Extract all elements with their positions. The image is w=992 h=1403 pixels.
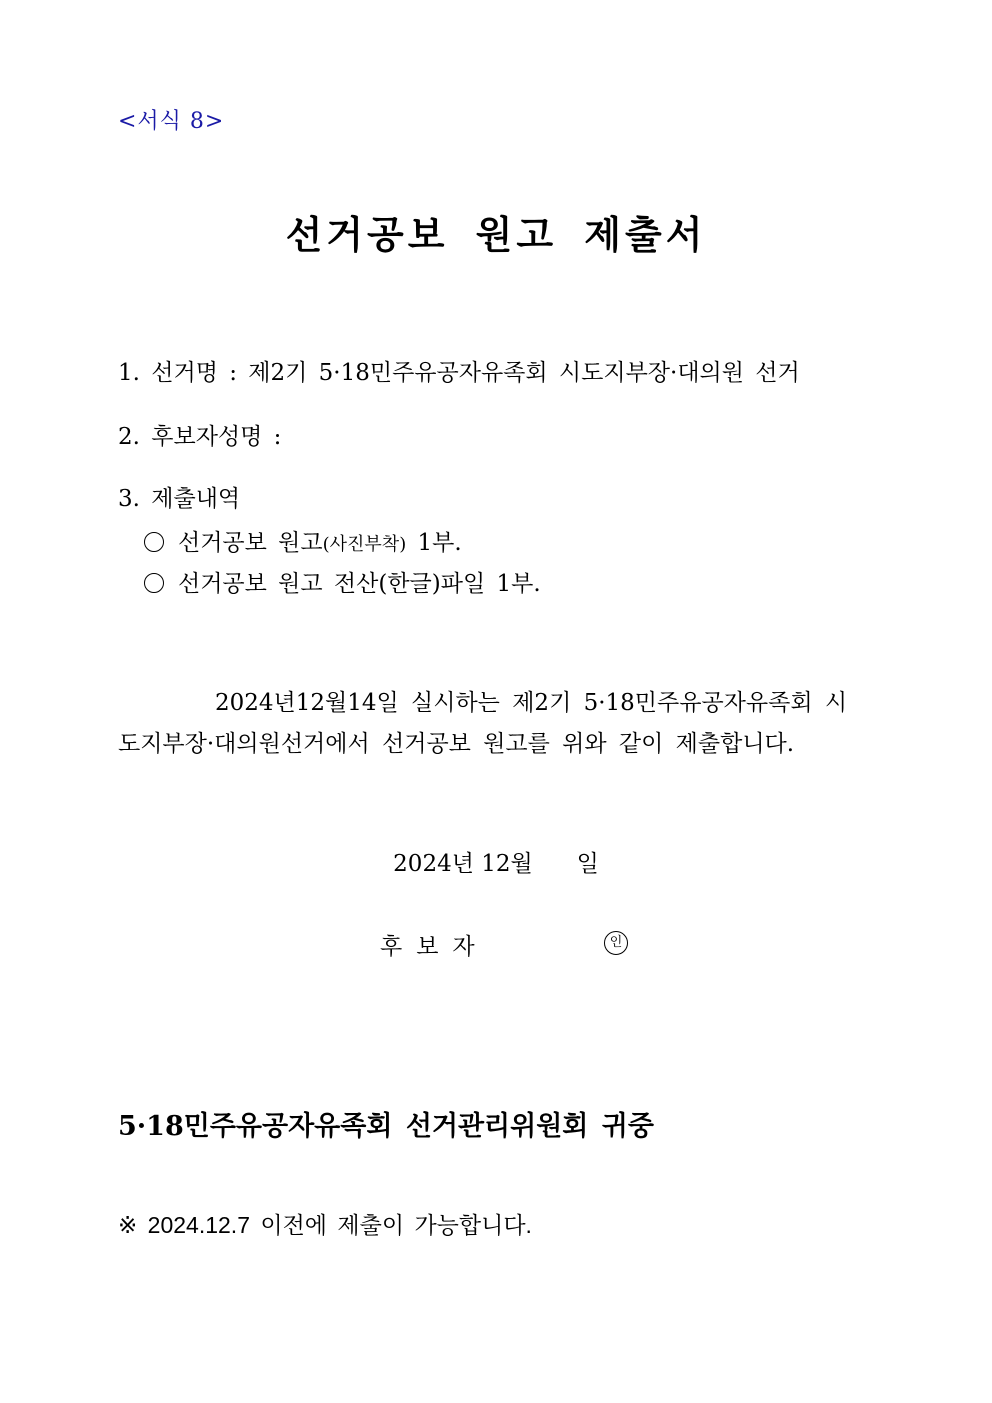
- submission-item-note: (사진부착): [322, 534, 407, 555]
- submission-item-rest: 1부.: [406, 530, 462, 556]
- seal-mark: 인: [604, 931, 628, 955]
- recipient-line: 5·18민주유공자유족회 선거관리위원회 귀중: [118, 1111, 654, 1142]
- submission-item-main: 선거공보 원고: [178, 530, 323, 556]
- submission-item-main: 선거공보 원고 전산(한글)파일 1부.: [178, 571, 541, 597]
- candidate-signature-label: 후보자: [380, 934, 489, 960]
- submission-item: [144, 524, 462, 557]
- document-title: 선거공보 원고 제출서: [285, 212, 707, 257]
- submission-header: 3. 제출내역: [118, 486, 241, 512]
- deadline-note: ※ 2024.12.7 이전에 제출이 가능합니다.: [118, 1212, 532, 1238]
- circle-bullet-icon: [144, 532, 164, 552]
- circle-bullet-icon: [144, 573, 164, 593]
- election-name-line: 1. 선거명 : 제2기 5·18민주유공자유족회 시도지부장·대의원 선거: [118, 360, 800, 386]
- submission-item: [144, 565, 541, 598]
- statement-line-2: 도지부장·대의원선거에서 선거공보 원고를 위와 같이 제출합니다.: [118, 731, 795, 757]
- candidate-name-line: 2. 후보자성명 :: [118, 424, 282, 450]
- form-number-label: <서식 8>: [118, 109, 225, 134]
- statement-line-1: 2024년12월14일 실시하는 제2기 5·18민주유공자유족회 시: [215, 690, 848, 716]
- submission-date: 2024년 12월 일: [393, 851, 599, 877]
